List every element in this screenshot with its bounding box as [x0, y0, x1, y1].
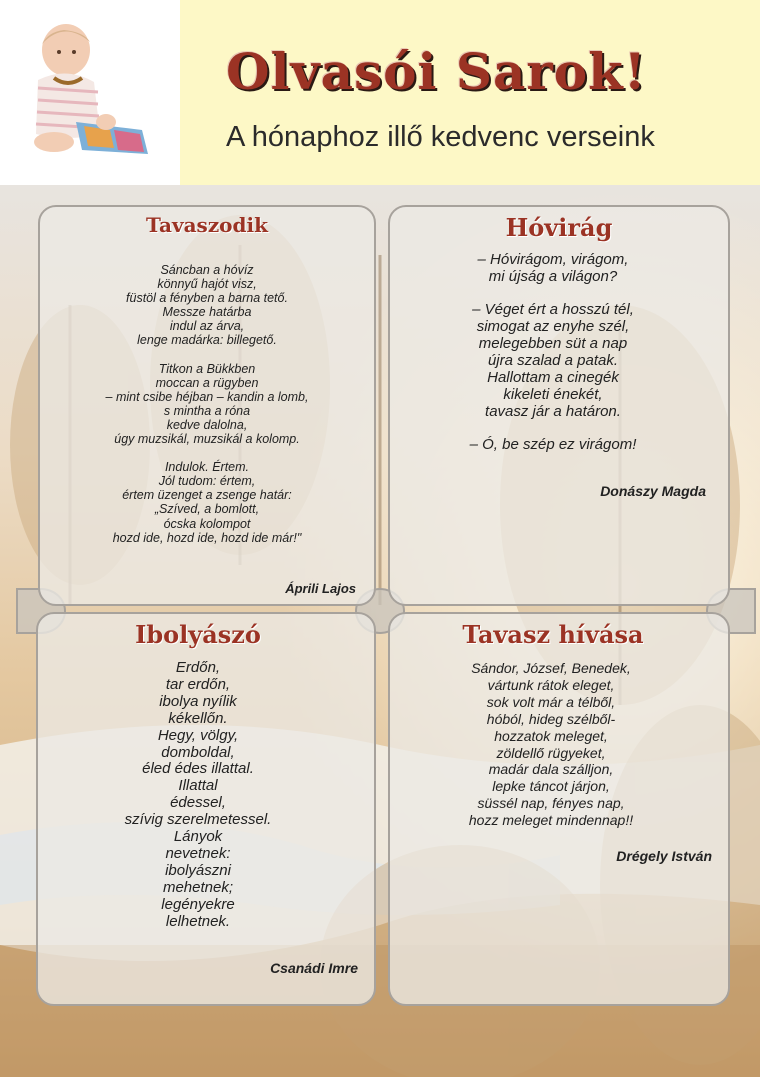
poem-line: Jól tudom: értem,	[158, 474, 256, 489]
poem-panel-tavaszodik	[38, 205, 376, 606]
poem-panel-ibolyaszo	[36, 612, 376, 1006]
poem-line: s mintha a róna	[163, 403, 251, 418]
poem-line: szívig szerelmetessel.	[124, 811, 272, 829]
poem-line: értem üzenget a zsenge határ:	[122, 488, 292, 503]
poem-stanza	[384, 436, 722, 453]
poem-line: füstöl a fényben a barna tető.	[126, 291, 288, 306]
poem-line: lepke táncot járjon,	[492, 778, 610, 795]
poem-line: mehetnek;	[162, 878, 234, 896]
poem-line: Erdőn,	[175, 659, 221, 676]
poem-author: Drégely István	[616, 848, 712, 864]
poem-line: sok volt már a télből,	[486, 693, 616, 710]
poem-line: újra szalad a patak.	[487, 352, 619, 369]
poem-stanza	[40, 362, 374, 447]
poem-line: Titkon a Bükkben	[158, 361, 256, 376]
poem-text	[384, 251, 722, 453]
poem-line: tar erdőn,	[165, 675, 231, 693]
poem-line: süssél nap, fényes nap,	[477, 795, 625, 812]
header	[0, 0, 760, 185]
poem-line: hozd ide, hozd ide, hozd ide már!"	[112, 530, 302, 545]
poem-stanza	[384, 251, 722, 285]
poem-author: Donászy Magda	[600, 483, 706, 499]
poem-text	[30, 660, 366, 931]
poem-line: Hegy, völgy,	[157, 726, 239, 744]
poem-line: Indulok. Értem.	[164, 460, 250, 475]
poem-line: – Ó, be szép ez virágom!	[469, 436, 637, 453]
poem-line: kedve dalolna,	[166, 417, 248, 432]
poem-title: Ibolyászó	[135, 620, 261, 649]
poem-line: úgy muzsikál, muzsikál a kolomp.	[114, 432, 300, 447]
poem-line: legényekre	[161, 895, 235, 913]
poem-text	[382, 660, 720, 829]
poem-line: kékellőn.	[168, 709, 228, 727]
poem-line: – Véget ért a hosszú tél,	[472, 301, 634, 318]
poem-line: melegebben süt a nap	[478, 335, 628, 352]
poem-line: moccan a rügyben	[155, 375, 259, 390]
poem-stanza	[30, 660, 366, 931]
poem-line: lenge madárka: billegető.	[137, 333, 277, 348]
poem-line: ibolyászni	[165, 861, 231, 879]
poem-stanza	[40, 460, 374, 545]
poem-line: Hallottam a cinegék	[487, 369, 619, 386]
poem-line: Lányok	[173, 828, 223, 846]
poem-author: Csanádi Imre	[270, 960, 358, 976]
poem-title: Hóvirág	[505, 213, 613, 242]
poem-line: simogat az enyhe szél,	[476, 318, 630, 335]
poem-line: ócska kolompot	[163, 516, 251, 531]
poem-title: Tavasz hívása	[462, 620, 644, 649]
poem-line: kikeleti énekét,	[503, 386, 603, 403]
poem-line: indul az árva,	[169, 319, 245, 334]
poem-line: ibolya nyílik	[159, 692, 237, 710]
poem-panel-hovirag	[388, 205, 730, 606]
poem-line: hozz meleget mindennap!!	[468, 812, 634, 829]
poem-line: tavasz jár a határon.	[485, 403, 621, 420]
poem-line: hozzatok meleget,	[494, 727, 608, 744]
poem-text	[40, 263, 374, 545]
poem-line: domboldal,	[161, 743, 235, 761]
poem-line: hóból, hideg szélből-	[486, 710, 616, 727]
poem-author: Áprili Lajos	[285, 581, 356, 596]
poem-line: éled édes illattal.	[142, 760, 254, 778]
poem-line: lelhetnek.	[165, 912, 231, 930]
poem-line: „Szíved, a bomlott,	[154, 502, 260, 517]
poem-line: Sándor, József, Benedek,	[471, 660, 631, 676]
poem-stanza	[382, 660, 720, 829]
poem-line: édessel,	[170, 794, 226, 812]
baby-reading-image	[24, 22, 154, 162]
poem-line: vártunk rátok eleget,	[487, 676, 615, 693]
poem-line: zöldellő rügyeket,	[496, 744, 606, 761]
poem-line: Sáncban a hóvíz	[160, 263, 254, 277]
page-title: Olvasói Sarok!	[226, 42, 647, 101]
poem-line: Illattal	[178, 777, 218, 795]
poem-stanza	[384, 301, 722, 420]
poem-line: mi újság a világon?	[488, 268, 618, 285]
poem-line: könnyű hajót visz,	[157, 277, 257, 292]
poem-line: – Hóvirágom, virágom,	[477, 251, 629, 268]
poem-panel-tavasz-hivasa	[388, 612, 730, 1006]
poem-line: madár dala szálljon,	[488, 761, 614, 778]
poem-stanza	[40, 263, 374, 348]
poem-line: – mint csibe héjban – kandin a lomb,	[105, 389, 309, 404]
poem-title: Tavaszodik	[146, 213, 268, 237]
page-subtitle: A hónaphoz illő kedvenc verseink	[226, 121, 655, 153]
poem-line: Messze határba	[162, 305, 252, 320]
poem-line: nevetnek:	[165, 844, 231, 862]
